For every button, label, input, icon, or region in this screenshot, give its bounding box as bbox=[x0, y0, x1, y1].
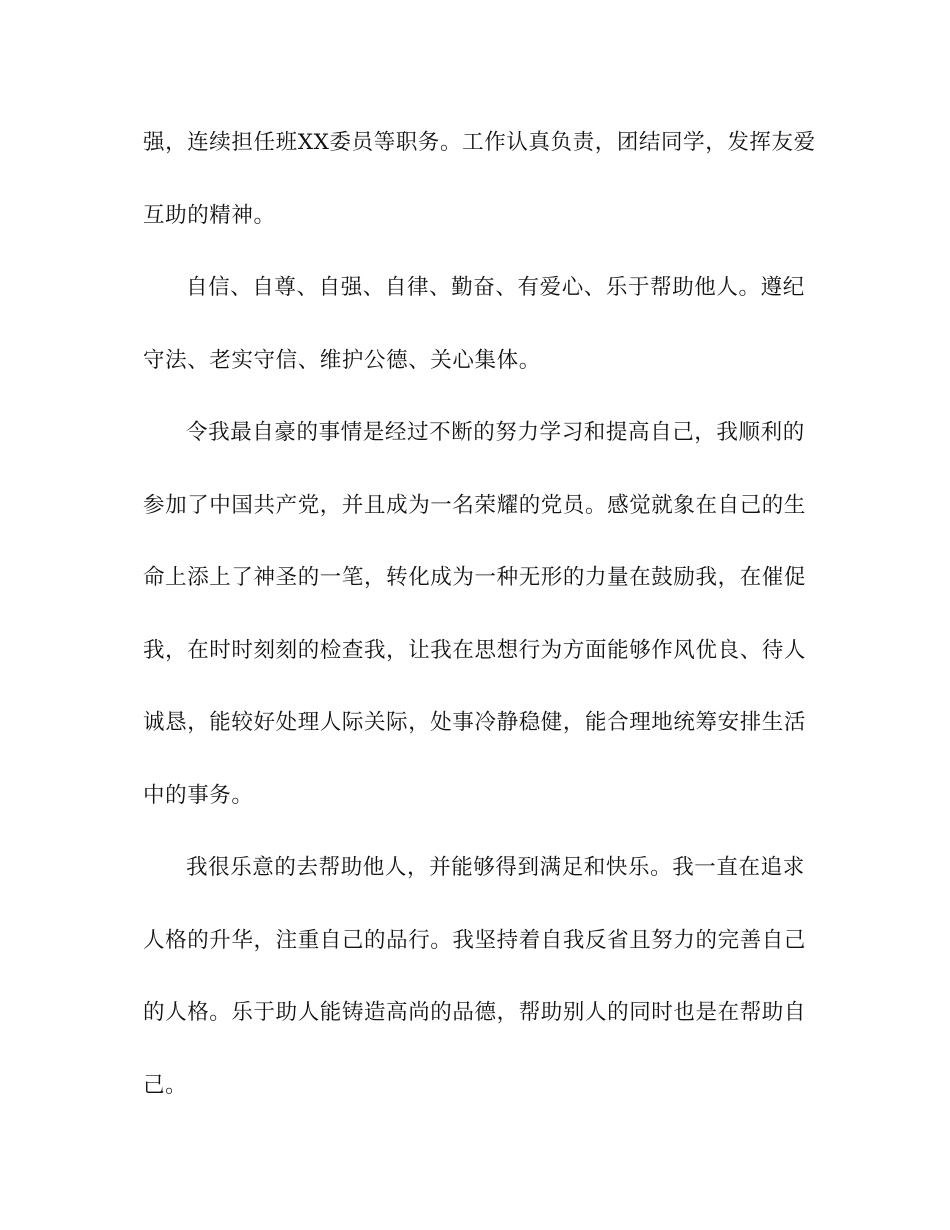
paragraph-start-line: 自信、自尊、自强、自律、勤奋、有爱心、乐于帮助他人。遵纪 bbox=[186, 275, 805, 300]
text-line: 参加了中国共产党，并且成为一名荣耀的党员。感觉就象在自己的生 bbox=[143, 493, 807, 518]
text-line: 诚恳，能较好处理人际关际，处事冷静稳健，能合理地统筹安排生活 bbox=[143, 710, 807, 735]
text-line: 守法、老实守信、维护公德、关心集体。 bbox=[143, 348, 541, 373]
text-line: 人格的升华，注重自己的品行。我坚持着自我反省且努力的完善自己 bbox=[143, 928, 807, 953]
text-line: 的人格。乐于助人能铸造高尚的品德，帮助别人的同时也是在帮助自 bbox=[143, 1000, 807, 1025]
paragraph-start-line: 我很乐意的去帮助他人，并能够得到满足和快乐。我一直在追求 bbox=[186, 855, 805, 880]
text-line: 强，连续担任班XX委员等职务。工作认真负责，团结同学，发挥友爱 bbox=[143, 130, 816, 155]
paragraph-start-line: 令我最自豪的事情是经过不断的努力学习和提高自己，我顺利的 bbox=[186, 420, 805, 445]
text-line: 中的事务。 bbox=[143, 783, 254, 808]
text-line: 我，在时时刻刻的检查我，让我在思想行为方面能够作风优良、待人 bbox=[143, 638, 807, 663]
text-line: 命上添上了神圣的一笔，转化成为一种无形的力量在鼓励我，在催促 bbox=[143, 565, 807, 590]
text-line: 互助的精神。 bbox=[143, 203, 276, 228]
text-line: 己。 bbox=[143, 1073, 188, 1098]
